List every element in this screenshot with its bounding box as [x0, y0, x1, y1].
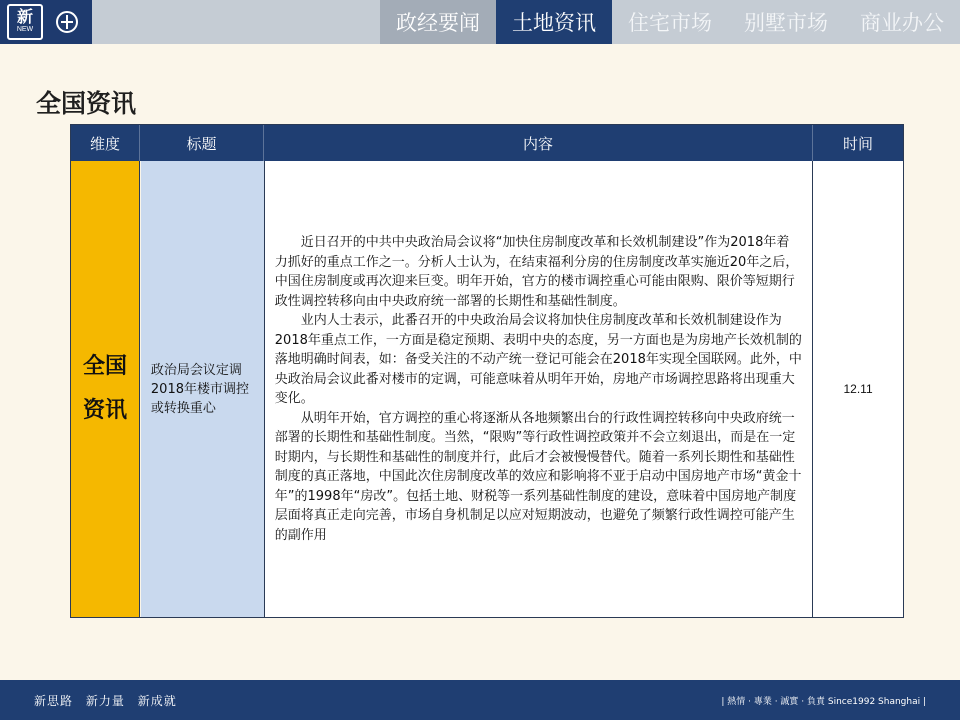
- nav-item-political-economy[interactable]: 政经要闻: [380, 0, 496, 44]
- header-dimension: 维度: [71, 125, 140, 161]
- news-table: [70, 124, 904, 618]
- dimension-text: 全国资讯: [82, 354, 127, 423]
- content-paragraph-3: 从明年开始，官方调控的重心将逐渐从各地频繁出台的行政性调控转移向中央政府统一部署的长期性和基础性制度。当然，“限购”等行政性调控政策并不会立刻退出，而是在一定时期内，与长期性和基础性的制度并行，此后才会被慢慢替代。随着一系列长期性和基础性制度的真正落地，中国此次住房制度改革的效应和影响将不亚于启动中国房地产市场“黄金十年”的1998年“房改”。包括土地、财税等一系列基础性制度的建设，意味着中国房地产制度层面将真正走向完善，市场自身机制足以应对短期波动，也避免了频繁行政性调控可能产生的副作用: [274, 410, 802, 543]
- top-bar: [0, 0, 960, 44]
- page-title: 全国资讯: [36, 89, 137, 118]
- header-content: 内容: [264, 125, 813, 161]
- brand-mark: NEW: [16, 26, 34, 33]
- main-nav: [380, 0, 960, 44]
- header-title: 标题: [140, 125, 264, 161]
- brand-logo-icon: [7, 4, 43, 40]
- dimension-cell: [71, 161, 140, 617]
- table-row: [71, 161, 903, 617]
- brand-glyph: 新: [16, 9, 33, 26]
- content-text: [275, 233, 802, 545]
- globe-logo-icon: [49, 4, 85, 40]
- title-text: 政治局会议定调2018年楼市调控或转换重心: [150, 362, 249, 416]
- content-paragraph-2: 业内人士表示，此番召开的中央政治局会议将加快住房制度改革和长效机制建设作为2018年重点工作，一方面是稳定预期、表明中央的态度，另一方面也是为房地产长效机制的落地明确时间表，如：备受关注的不动产统一登记可能会在2018年实现全国联网。此外，中央政治局会议此番对楼市的定调，可能意味着从明年开始，房地产市场调控思路将出现重大变化。: [274, 313, 802, 406]
- content-cell: [265, 161, 813, 617]
- time-cell: 12.11: [813, 161, 903, 617]
- nav-item-commercial-office[interactable]: 商业办公: [860, 11, 944, 35]
- content-paragraph-1: 近日召开的中共中央政治局会议将“加快住房制度改革和长效机制建设”作为2018年着力抓好的重点工作之一。分析人士认为，在结束福利分房的住房制度改革实施近20年之后，中国住房制度或再次迎来巨变。明年开始，官方的楼市调控重心可能由限购、限价等短期行政性调控转移向由中央政府统一部署的长期性和基础性制度。: [274, 235, 799, 309]
- slogan-1: 新思路: [34, 693, 74, 708]
- globe-icon: [56, 11, 78, 33]
- nav-item-villa[interactable]: 别墅市场: [744, 11, 828, 35]
- company-logo: [0, 0, 92, 44]
- slogan-3: 新成就: [137, 693, 177, 708]
- footer-motto: | 熱情 · 專業 · 誠實 · 負責 Since1992 Shanghai |: [721, 696, 926, 707]
- header-time: 时间: [842, 134, 873, 153]
- footer-bar: [0, 680, 960, 720]
- slogan-2: 新力量: [85, 693, 125, 708]
- nav-item-residential[interactable]: 住宅市场: [628, 11, 712, 35]
- footer-slogans: [34, 692, 185, 709]
- nav-item-land-news[interactable]: 土地资讯: [496, 0, 612, 44]
- table-header: [71, 125, 903, 161]
- title-cell: [141, 161, 265, 617]
